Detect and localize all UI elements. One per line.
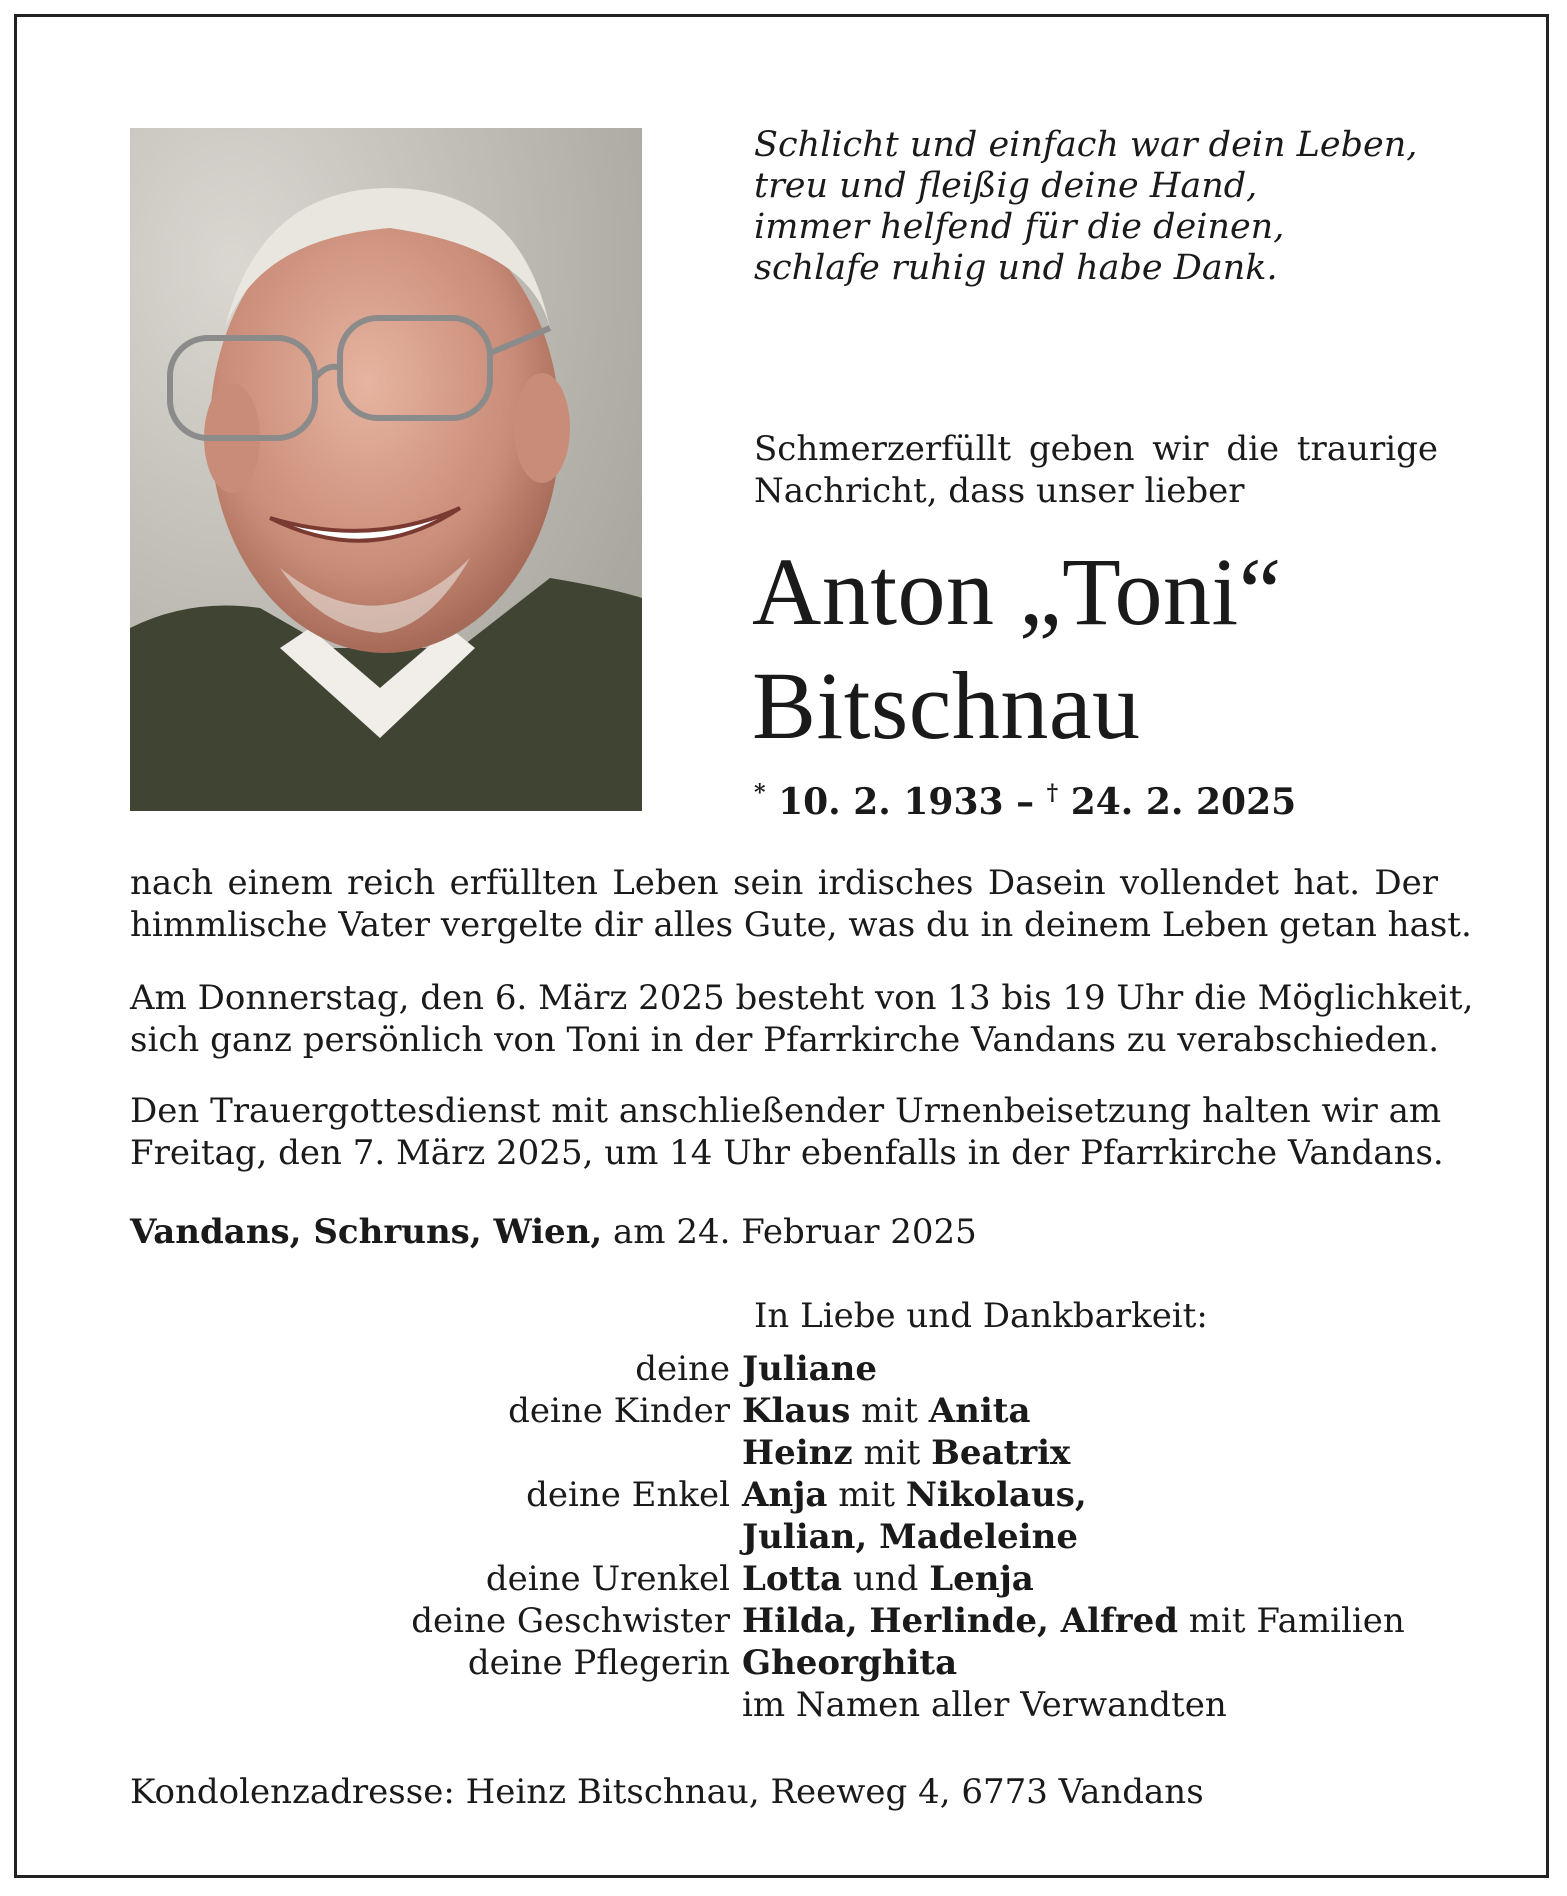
place-and-date: [130, 1212, 977, 1252]
name-line-first: Anton „Toni“: [752, 538, 1282, 645]
paragraph-service: [130, 1090, 1444, 1174]
mourner-relation: deine Geschwister: [411, 1601, 730, 1641]
mourner-relation: deine Pflegerin: [467, 1643, 730, 1683]
mourner-relation: [130, 1684, 742, 1726]
condolence-address: Kondolenzadresse: Heinz Bitschnau, Reeweg 4, 6773 Vandans: [130, 1772, 1204, 1812]
mourner-name: Julian, Madeleine: [742, 1517, 1078, 1557]
mourner-relation: [130, 1432, 742, 1474]
paragraph-line: himmlische Vater vergelte dir alles Gute, was du in deinem Leben getan hast.: [130, 905, 1472, 945]
death-symbol: †: [1046, 780, 1059, 806]
mourner-relation: deine Kinder: [508, 1391, 730, 1431]
mourner-row: [130, 1432, 1438, 1474]
birth-symbol: *: [754, 780, 766, 806]
mourner-row: [130, 1390, 1438, 1432]
intro-line: Schmerzerfüllt geben wir die traurige: [754, 429, 1438, 469]
mourner-name: Lenja: [929, 1559, 1034, 1599]
poem-line: schlafe ruhig und habe Dank.: [754, 248, 1278, 288]
mourner-name: Juliane: [742, 1349, 878, 1389]
mourner-row: [130, 1348, 1438, 1390]
poem-line: immer helfend für die deinen,: [754, 207, 1285, 247]
birth-date: 10. 2. 1933: [778, 781, 1004, 823]
mourner-relation: deine: [635, 1349, 730, 1389]
mourner-name: Klaus: [742, 1391, 851, 1431]
thanks-heading: In Liebe und Dankbarkeit:: [754, 1296, 1208, 1336]
mourner-row: [130, 1558, 1438, 1600]
mourner-names: [742, 1390, 1031, 1432]
mourner-connector: und: [842, 1559, 930, 1599]
paragraph-farewell: [130, 977, 1474, 1061]
portrait-photo: [130, 128, 642, 811]
mourner-connector: mit Familien: [1177, 1601, 1405, 1641]
mourner-name: Hilda, Herlinde, Alfred: [742, 1601, 1178, 1641]
announcement-intro: [754, 428, 1438, 512]
mourner-names: [742, 1558, 1034, 1600]
date-separator: –: [1003, 781, 1047, 823]
poem-line: treu und fleißig deine Hand,: [754, 166, 1258, 206]
mourner-name: Gheorghita: [742, 1643, 958, 1683]
mourner-names: [742, 1516, 1078, 1558]
mourner-relation: deine Enkel: [526, 1475, 730, 1515]
paragraph-line: Den Trauergottesdienst mit anschließender Urnenbeisetzung halten wir am: [130, 1091, 1442, 1131]
place-towns: Vandans, Schruns, Wien,: [130, 1212, 603, 1252]
paragraph-line: Am Donnerstag, den 6. März 2025 besteht von 13 bis 19 Uhr die Möglichkeit,: [130, 978, 1474, 1018]
paragraph-line: sich ganz persönlich von Toni in der Pfarrkirche Vandans zu verabschieden.: [130, 1020, 1439, 1060]
mourner-names: [742, 1684, 1227, 1726]
poem-line: Schlicht und einfach war dein Leben,: [754, 125, 1418, 165]
mourner-name: Anja: [742, 1475, 828, 1515]
mourner-name: Heinz: [742, 1433, 853, 1473]
mourner-names: [742, 1432, 1070, 1474]
mourner-connector: mit: [852, 1433, 932, 1473]
intro-line: Nachricht, dass unser lieber: [754, 471, 1245, 511]
paragraph-line: Freitag, den 7. März 2025, um 14 Uhr ebenfalls in der Pfarrkirche Vandans.: [130, 1133, 1444, 1173]
deceased-name: [752, 535, 1282, 763]
place-date: am 24. Februar 2025: [602, 1212, 977, 1252]
mourners-list: [130, 1348, 1438, 1726]
mourner-name: Beatrix: [931, 1433, 1071, 1473]
mourner-connector: im Namen aller Verwandten: [742, 1685, 1227, 1725]
mourner-name: Nikolaus,: [905, 1475, 1087, 1515]
mourner-name: Anita: [928, 1391, 1031, 1431]
mourner-names: [742, 1474, 1087, 1516]
mourner-row: [130, 1684, 1438, 1726]
mourner-names: [742, 1348, 877, 1390]
mourner-relation: deine Urenkel: [485, 1559, 730, 1599]
name-line-last: Bitschnau: [752, 652, 1141, 759]
mourner-names: [742, 1600, 1405, 1642]
mourner-relation: [130, 1516, 742, 1558]
death-date: 24. 2. 2025: [1070, 781, 1297, 823]
life-dates: [754, 780, 1296, 823]
mourner-row: [130, 1642, 1438, 1684]
paragraph-passing: [130, 862, 1472, 946]
mourner-names: [742, 1642, 957, 1684]
mourner-connector: mit: [850, 1391, 929, 1431]
mourner-row: [130, 1516, 1438, 1558]
mourner-name: Lotta: [742, 1559, 843, 1599]
mourner-row: [130, 1600, 1438, 1642]
paragraph-line: nach einem reich erfüllten Leben sein irdisches Dasein vollendet hat. Der: [130, 863, 1438, 903]
mourner-row: [130, 1474, 1438, 1516]
mourner-connector: mit: [827, 1475, 906, 1515]
poem: [754, 125, 1417, 289]
